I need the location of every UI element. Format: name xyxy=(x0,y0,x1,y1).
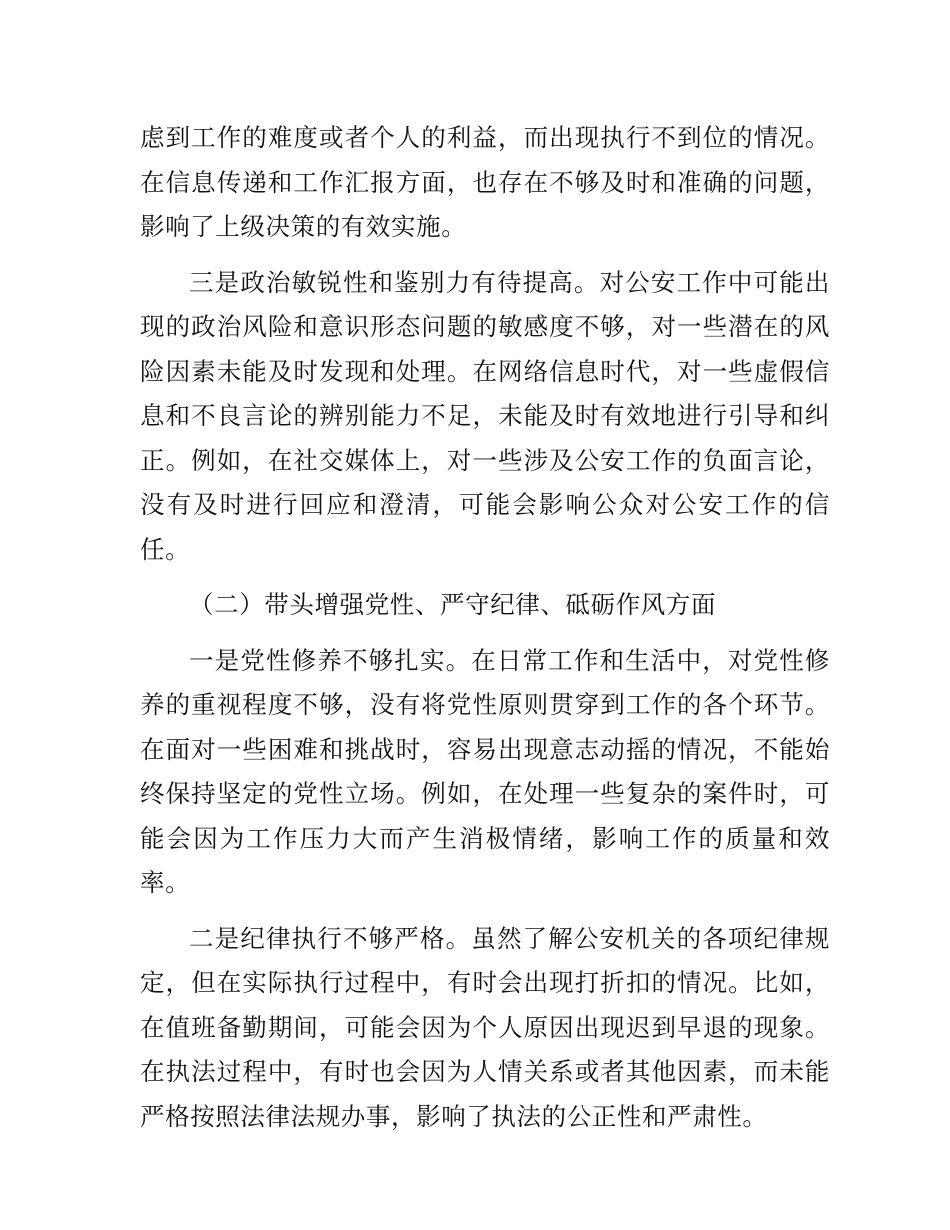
document-body xyxy=(140,116,830,1150)
paragraph-continuation: 虑到工作的难度或者个人的利益，而出现执行不到位的情况。在信息传递和工作汇报方面，也存在不够及时和准确的问题，影响了上级决策的有效实施。 xyxy=(140,123,830,241)
paragraph-discipline-enforcement: 二是纪律执行不够严格。虽然了解公安机关的各项纪律规定，但在实际执行过程中，有时会出现打折扣的情况。比如，在值班备勤期间，可能会因为个人原因出现迟到早退的现象。在执法过程中，有时也会因为人情关系或者其他因素，而未能严格按照法律法规办事，影响了执法的公正性和严肃性。 xyxy=(140,923,830,1131)
paragraph-party-cultivation: 一是党性修养不够扎实。在日常工作和生活中，对党性修养的重视程度不够，没有将党性原则贯穿到工作的各个环节。在面对一些困难和挑战时，容易出现意志动摇的情况，不能始终保持坚定的党性立场。例如，在处理一些复杂的案件时，可能会因为工作压力大而产生消极情绪，影响工作的质量和效率。 xyxy=(140,645,830,897)
section-heading-party-spirit: （二）带头增强党性、严守纪律、砥砺作风方面 xyxy=(189,590,717,619)
paragraph-political-sensitivity: 三是政治敏锐性和鉴别力有待提高。对公安工作中可能出现的政治风险和意识形态问题的敏感度不够，对一些潜在的风险因素未能及时发现和处理。在网络信息时代，对一些虚假信息和不良言论的辨别能力不足，未能及时有效地进行引导和纠正。例如，在社交媒体上，对一些涉及公安工作的负面言论，没有及时进行回应和澄清，可能会影响公众对公安工作的信任。 xyxy=(140,267,830,564)
